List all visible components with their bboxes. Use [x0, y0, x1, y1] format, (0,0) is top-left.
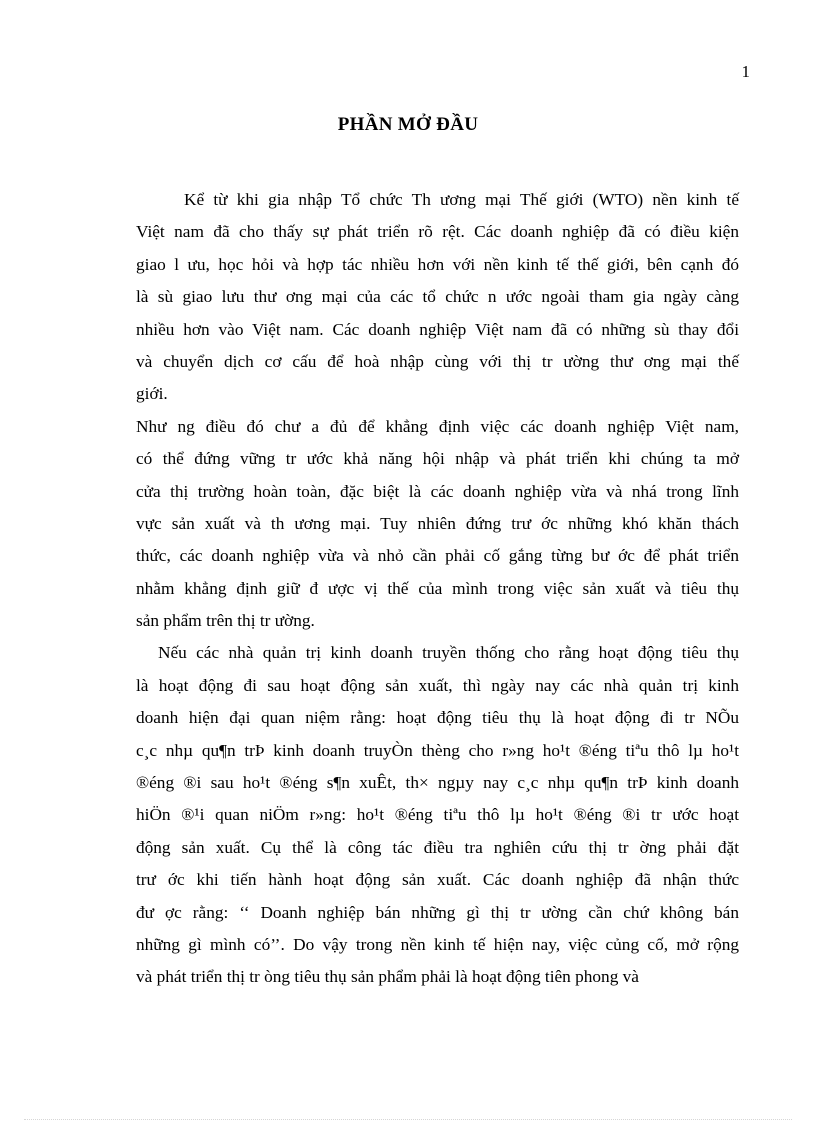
paragraph-2-line-3: cửa thị trường hoàn toàn, đặc biệt là các doanh nghiệp vừa và nhá trong lĩnh: [136, 481, 739, 501]
paragraph-1-line-3: giao l ưu, học hỏi và hợp tác nhiều hơn với nền kinh tế thế giới, bên cạnh đó: [136, 254, 739, 274]
page-bottom-divider: [24, 1119, 792, 1120]
paragraph-2-line-6: nhằm khẳng định giữ đ ược vị thế của mình trong việc sản xuất và tiêu thụ: [136, 578, 739, 598]
paragraph-3-line-7: động sản xuất. Cụ thể là công tác điều tra nghiên cứu thị tr ờng phải đặt: [136, 837, 739, 857]
paragraph-2-line-4: vực sản xuất và th ương mại. Tuy nhiên đứng trư ớc những khó khăn thách: [136, 513, 739, 533]
body-text: [136, 184, 739, 994]
paragraph-1-line-7: giới.: [136, 384, 168, 404]
paragraph-3-line-3: doanh hiện đại quan niệm rằng: hoạt động tiêu thụ là hoạt động đi tr NÕu: [136, 708, 739, 728]
paragraph-1-line-1: Kể từ khi gia nhập Tổ chức Th ương mại Thế giới (WTO) nền kinh tế: [184, 190, 739, 209]
paragraph-3-line-8: trư ớc khi tiến hành hoạt động sản xuất. Các doanh nghiệp đã nhận thức: [136, 870, 739, 890]
paragraph-2-line-1: Như ng điều đó chư a đủ để khẳng định việc các doanh nghiệp Việt nam,: [136, 416, 739, 436]
paragraph-3-line-1: Nếu các nhà quản trị kinh doanh truyền thống cho rằng hoạt động tiêu thụ: [158, 643, 739, 663]
paragraph-2-line-7: sản phẩm trên thị tr ường.: [136, 611, 315, 631]
paragraph-3-line-10: những gì mình có’’. Do vậy trong nền kinh tế hiện nay, việc củng cố, mở rộng: [136, 934, 739, 954]
paragraph-3-line-6: hiÖn ®¹i quan niÖm r»ng: ho¹t ®éng tiªu thô lµ ho¹t ®éng ®i tr ước hoạt: [136, 805, 739, 825]
paragraph-1-line-5: nhiều hơn vào Việt nam. Các doanh nghiệp Việt nam đã có những sù thay đổi: [136, 319, 739, 339]
paragraph-3-line-5: ®éng ®i sau ho¹t ®éng s¶n xuÊt, th× ngµy nay c¸c nhµ qu¶n trÞ kinh doanh: [136, 773, 739, 793]
paragraph-2-line-5: thức, các doanh nghiệp vừa và nhỏ cần phải cố gắng từng bư ớc để phát triển: [136, 546, 739, 566]
paragraph-1-line-4: là sù giao lưu thư ơng mại của các tổ chức n ước ngoài tham gia ngày càng: [136, 287, 739, 307]
page-title: PHẦN MỞ ĐẦU: [337, 114, 479, 135]
paragraph-2-line-2: có thể đứng vững tr ước khả năng hội nhập và phát triển khi chúng ta mở: [136, 449, 739, 469]
paragraph-3-line-4: c¸c nhµ qu¶n trÞ kinh doanh truyÒn thèng cho r»ng ho¹t ®éng tiªu thô lµ ho¹t: [136, 740, 739, 760]
page-number: 1: [741, 62, 750, 81]
paragraph-1-line-2: Việt nam đã cho thấy sự phát triển rõ rệt. Các doanh nghiệp đã có điều kiện: [136, 222, 739, 242]
paragraph-3-line-9: đư ợc rằng: ‘‘ Doanh nghiệp bán những gì thị tr ường cần chứ không bán: [136, 902, 739, 922]
paragraph-3-line-11: và phát triển thị tr òng tiêu thụ sản phẩm phải là hoạt động tiên phong và: [136, 967, 639, 987]
paragraph-1-line-6: và chuyển dịch cơ cấu để hoà nhập cùng với thị tr ường thư ơng mại thế: [136, 351, 739, 371]
paragraph-3-line-2: là hoạt động đi sau hoạt động sản xuất, thì ngày nay các nhà quản trị kinh: [136, 675, 739, 695]
